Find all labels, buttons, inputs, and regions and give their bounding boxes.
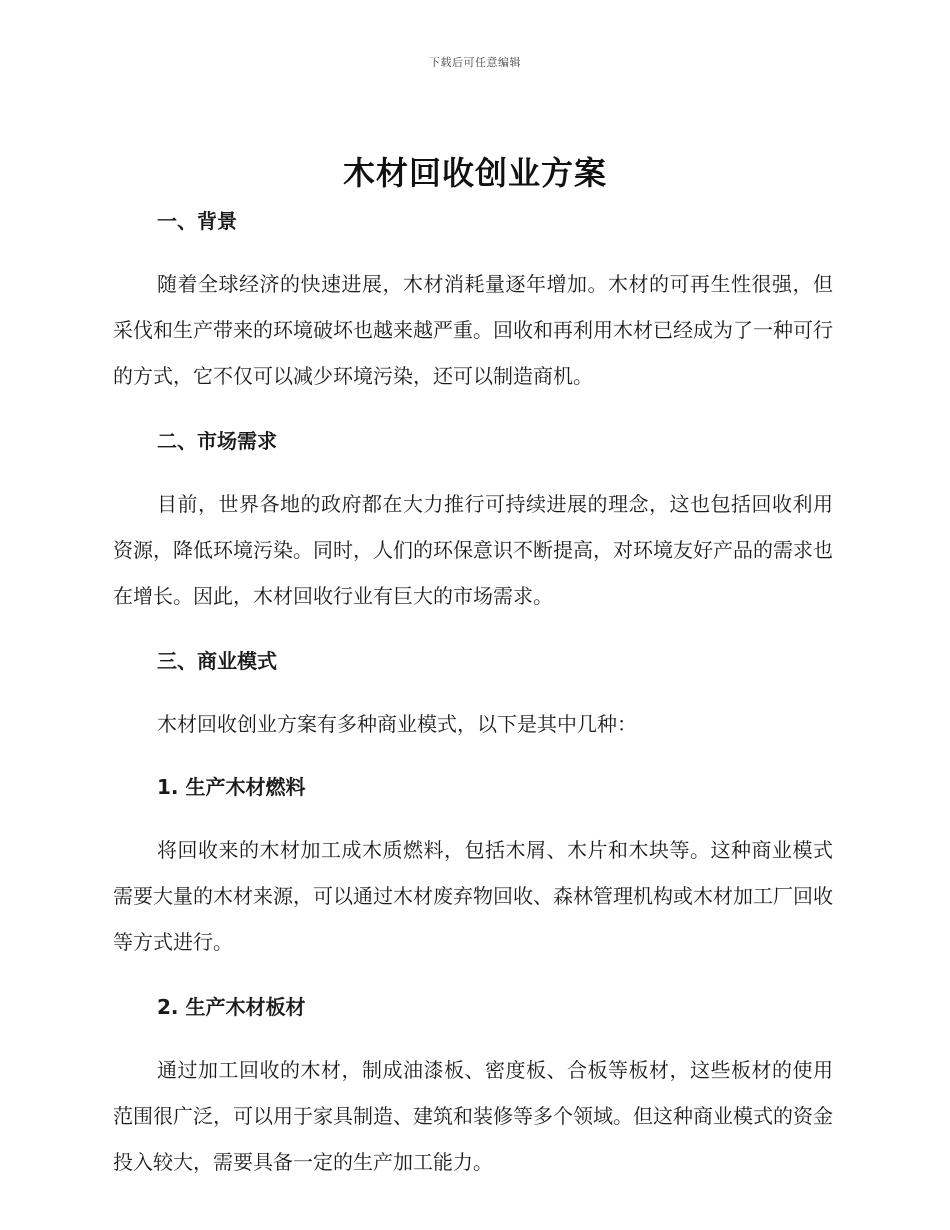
section-paragraph-background: 随着全球经济的快速进展，木材消耗量逐年增加。木材的可再生性很强，但采伐和生产带来的环境破坏也越来越严重。回收和再利用木材已经成为了一种可行的方式，它不仅可以减少环境污染，还可以制造商机。 — [113, 272, 833, 388]
section-heading-business-model: 三、商业模式 — [157, 649, 277, 673]
document-title: 木材回收创业方案 — [342, 154, 607, 192]
subsection-paragraph-wood-fuel: 将回收来的木材加工成木质燃料，包括木屑、木片和木块等。这种商业模式需要大量的木材来源，可以通过木材废弃物回收、森林管理机构或木材加工厂回收等方式进行。 — [113, 838, 833, 954]
section-heading-background: 一、背景 — [157, 209, 237, 233]
subsection-heading-wood-board: 2. 生产木材板材 — [157, 995, 306, 1019]
section-paragraph-market-demand: 目前，世界各地的政府都在大力推行可持续进展的理念，这也包括回收利用资源，降低环境污染。同时，人们的环保意识不断提高，对环境友好产品的需求也在增长。因此，木材回收行业有巨大的市场需求。 — [113, 492, 833, 608]
subsection-paragraph-wood-board: 通过加工回收的木材，制成油漆板、密度板、合板等板材，这些板材的使用范围很广泛，可以用于家具制造、建筑和装修等多个领域。但这种商业模式的资金投入较大，需要具备一定的生产加工能力。 — [113, 1058, 833, 1174]
document-body — [113, 205, 833, 1185]
page-header-text: 下载后可任意编辑 — [429, 56, 521, 69]
section-heading-market-demand: 二、市场需求 — [157, 429, 277, 453]
subsection-heading-wood-fuel: 1. 生产木材燃料 — [157, 775, 306, 799]
section-paragraph-business-model: 木材回收创业方案有多种商业模式，以下是其中几种： — [157, 712, 637, 736]
